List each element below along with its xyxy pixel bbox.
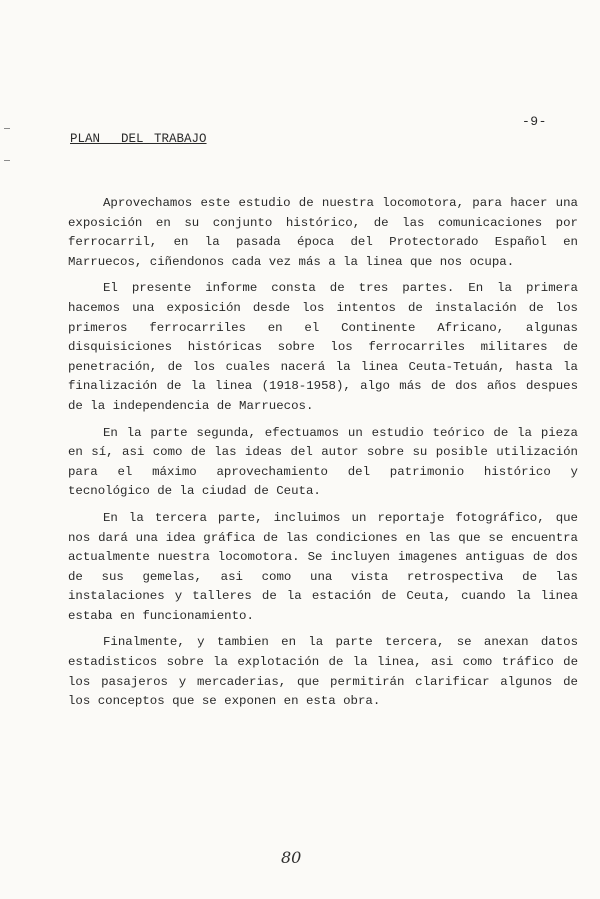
body-text	[68, 194, 578, 719]
paragraph-1: Aprovechamos este estudio de nuestra locomotora, para hacer una exposición en su conjunto histórico, de las comunicaciones por ferrocarril, en la pasada época del Protectorado Español en Marruecos, ciñendonos cada vez más a la linea que nos ocupa.	[68, 196, 578, 269]
page-number: -9-	[522, 114, 547, 129]
paragraph-4: En la tercera parte, incluimos un reportaje fotográfico, que nos dará una idea gráfica de las condiciones en las que se encuentra actualmente nuestra locomotora. Se incluyen imagenes antiguas de dos de sus gemelas, asi como una vista retrospectiva de las instalaciones y talleres de la estación de Ceuta, cuando la linea estaba en funcionamiento.	[68, 510, 578, 623]
margin-tick	[4, 160, 10, 161]
paragraph-3: En la parte segunda, efectuamos un estudio teórico de la pieza en sí, asi como de las ideas del autor sobre su posible utilización para el máximo aprovechamiento del patrimonio histórico y tecnológico de la ciudad de Ceuta.	[68, 425, 578, 499]
paragraph-2: El presente informe consta de tres partes. En la primera hacemos una exposición desde los intentos de instalación de los primeros ferrocarriles en el Continente Africano, algunas disquisiciones históricas sobre los ferrocarriles militares de penetración, de los cuales nacerá la linea Ceuta-Tetuán, hasta la finalización de la linea (1918-1958), algo más de dos años despues de la independencia de Marruecos.	[68, 281, 578, 413]
section-heading: PLAN DEL TRABAJO	[70, 132, 207, 146]
paragraph-5: Finalmente, y tambien en la parte tercera, se anexan datos estadisticos sobre la explotación de la linea, asi como tráfico de los pasajeros y mercaderias, que permitirán clarificar algunos de los conceptos que se exponen en esta obra.	[68, 635, 578, 709]
margin-tick	[4, 128, 10, 129]
handwritten-page-mark: 80	[281, 848, 302, 867]
